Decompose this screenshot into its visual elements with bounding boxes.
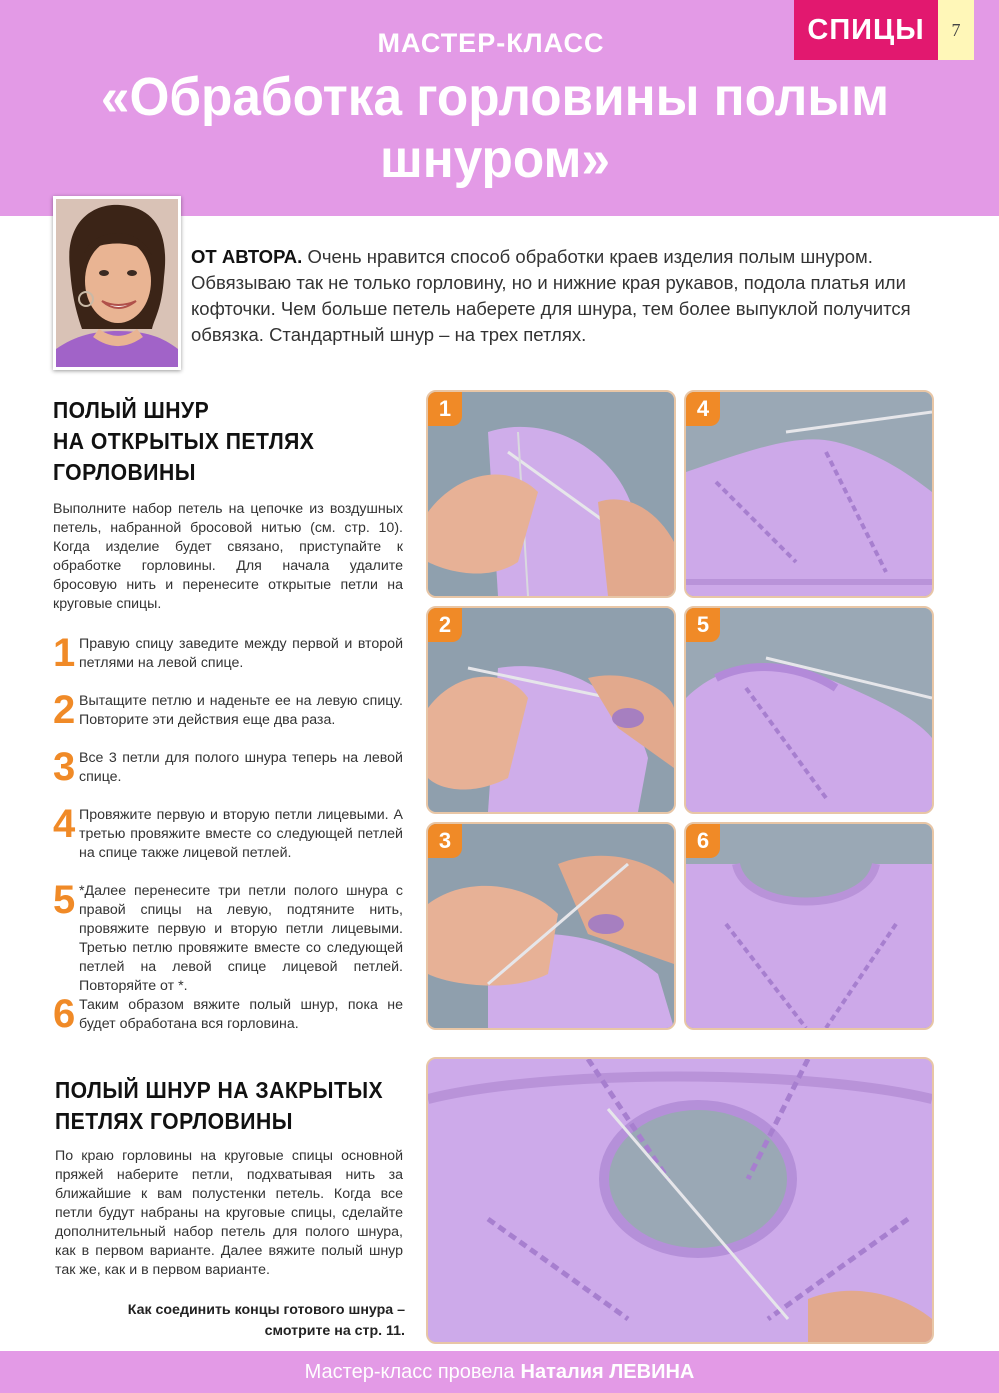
section2-heading	[55, 1075, 423, 1137]
step-text: Провяжите первую и вторую петли лицевыми. А третью провяжите вместе со следующей петлей на спице также лицевой петлей.	[79, 807, 403, 861]
step-photo	[426, 606, 676, 814]
step-number: 4	[53, 802, 76, 846]
section1-heading-line: НА ОТКРЫТЫХ ПЕТЛЯХ	[53, 428, 315, 454]
step-photo	[426, 822, 676, 1030]
section-tag: СПИЦЫ	[794, 0, 938, 60]
step-text: Вытащите петлю и наденьте ее на левую спицу. Повторите эти действия еще два раза.	[79, 693, 403, 728]
finished-neckline-photo	[426, 1057, 934, 1344]
step-item	[53, 878, 403, 996]
step-photo	[684, 822, 934, 1030]
footer-credit	[0, 1351, 999, 1393]
photo-badge: 2	[428, 608, 462, 642]
photo-badge: 3	[428, 824, 462, 858]
photo-badge: 4	[686, 392, 720, 426]
step-text: Все 3 петли для полого шнура теперь на левой спице.	[79, 750, 403, 785]
step-text: Правую спицу заведите между первой и второй петлями на левой спице.	[79, 636, 403, 671]
photo-badge: 1	[428, 392, 462, 426]
photo-badge: 6	[686, 824, 720, 858]
page-title: «Обработка горловины полым шнуром»	[100, 67, 890, 189]
step-item	[53, 745, 403, 789]
footer-author: Наталия ЛЕВИНА	[520, 1360, 695, 1383]
page-number: 7	[938, 0, 974, 60]
section1-text: Выполните набор петель на цепочке из воздушных петель, набранной бросовой нитью (см. стр. 10). Когда изделие будет связано, приступайте к обработке горловины. Для начала удалите бросовую нить и перенесите открытые петли на круговые спицы.	[53, 501, 403, 612]
section1-heading-line: ГОРЛОВИНЫ	[53, 459, 196, 485]
section1-heading	[53, 395, 421, 488]
step-item	[53, 802, 403, 863]
step-number: 6	[53, 992, 76, 1036]
footer-prefix: Мастер-класс провела	[304, 1360, 515, 1383]
step-number: 5	[53, 878, 76, 922]
photo-badge: 5	[686, 608, 720, 642]
step-number: 3	[53, 745, 76, 789]
author-intro	[191, 244, 931, 348]
step-photo	[684, 606, 934, 814]
step-item	[53, 631, 403, 675]
kicker: МАСТЕР-КЛАСС	[377, 28, 605, 58]
section1-heading-line: ПОЛЫЙ ШНУР	[53, 397, 210, 423]
intro-lead: ОТ АВТОРА.	[191, 246, 303, 267]
step-number: 1	[53, 631, 76, 675]
section2-heading-line: ПЕТЛЯХ ГОРЛОВИНЫ	[55, 1108, 293, 1134]
step-item	[53, 688, 403, 732]
step-item	[53, 992, 403, 1036]
author-portrait	[53, 196, 181, 370]
section2-text: По краю горловины на круговые спицы основной пряжей наберите петли, подхватывая нить за ближайшие к вам полустенки петель. Когда все петли будут набраны на круговые спицы, сделайте дополнительный набор петель для полого шнура, как в первом варианте. Далее вяжите полый шнур так же, как и в первом варианте.	[55, 1148, 403, 1278]
step-text: *Далее перенесите три петли полого шнура с правой спицы на левую, подтяните нить, провяжите первую и вторую петли лицевыми. Третью петлю провяжите вместе со следующей петлей на левой спице лицевой петлей. Повторяйте от *.	[79, 883, 403, 994]
step-number: 2	[53, 688, 76, 732]
step-photo	[684, 390, 934, 598]
section2-heading-line: ПОЛЫЙ ШНУР НА ЗАКРЫТЫХ	[55, 1077, 384, 1103]
intro-text: Очень нравится способ обработки краев изделия полым шнуром. Обвязываю так не только горловину, но и нижние края рукавов, подола платья или кофточки. Чем больше петель наберете для шнура, тем более выпуклой получится обвязка. Стандартный шнур – на трех петлях.	[191, 246, 911, 345]
step-photo	[426, 390, 676, 598]
link-note: Как соединить концы готового шнура – смотрите на стр. 11.	[127, 1302, 405, 1339]
step-text: Таким образом вяжите полый шнур, пока не будет обработана вся горловина.	[79, 997, 403, 1032]
